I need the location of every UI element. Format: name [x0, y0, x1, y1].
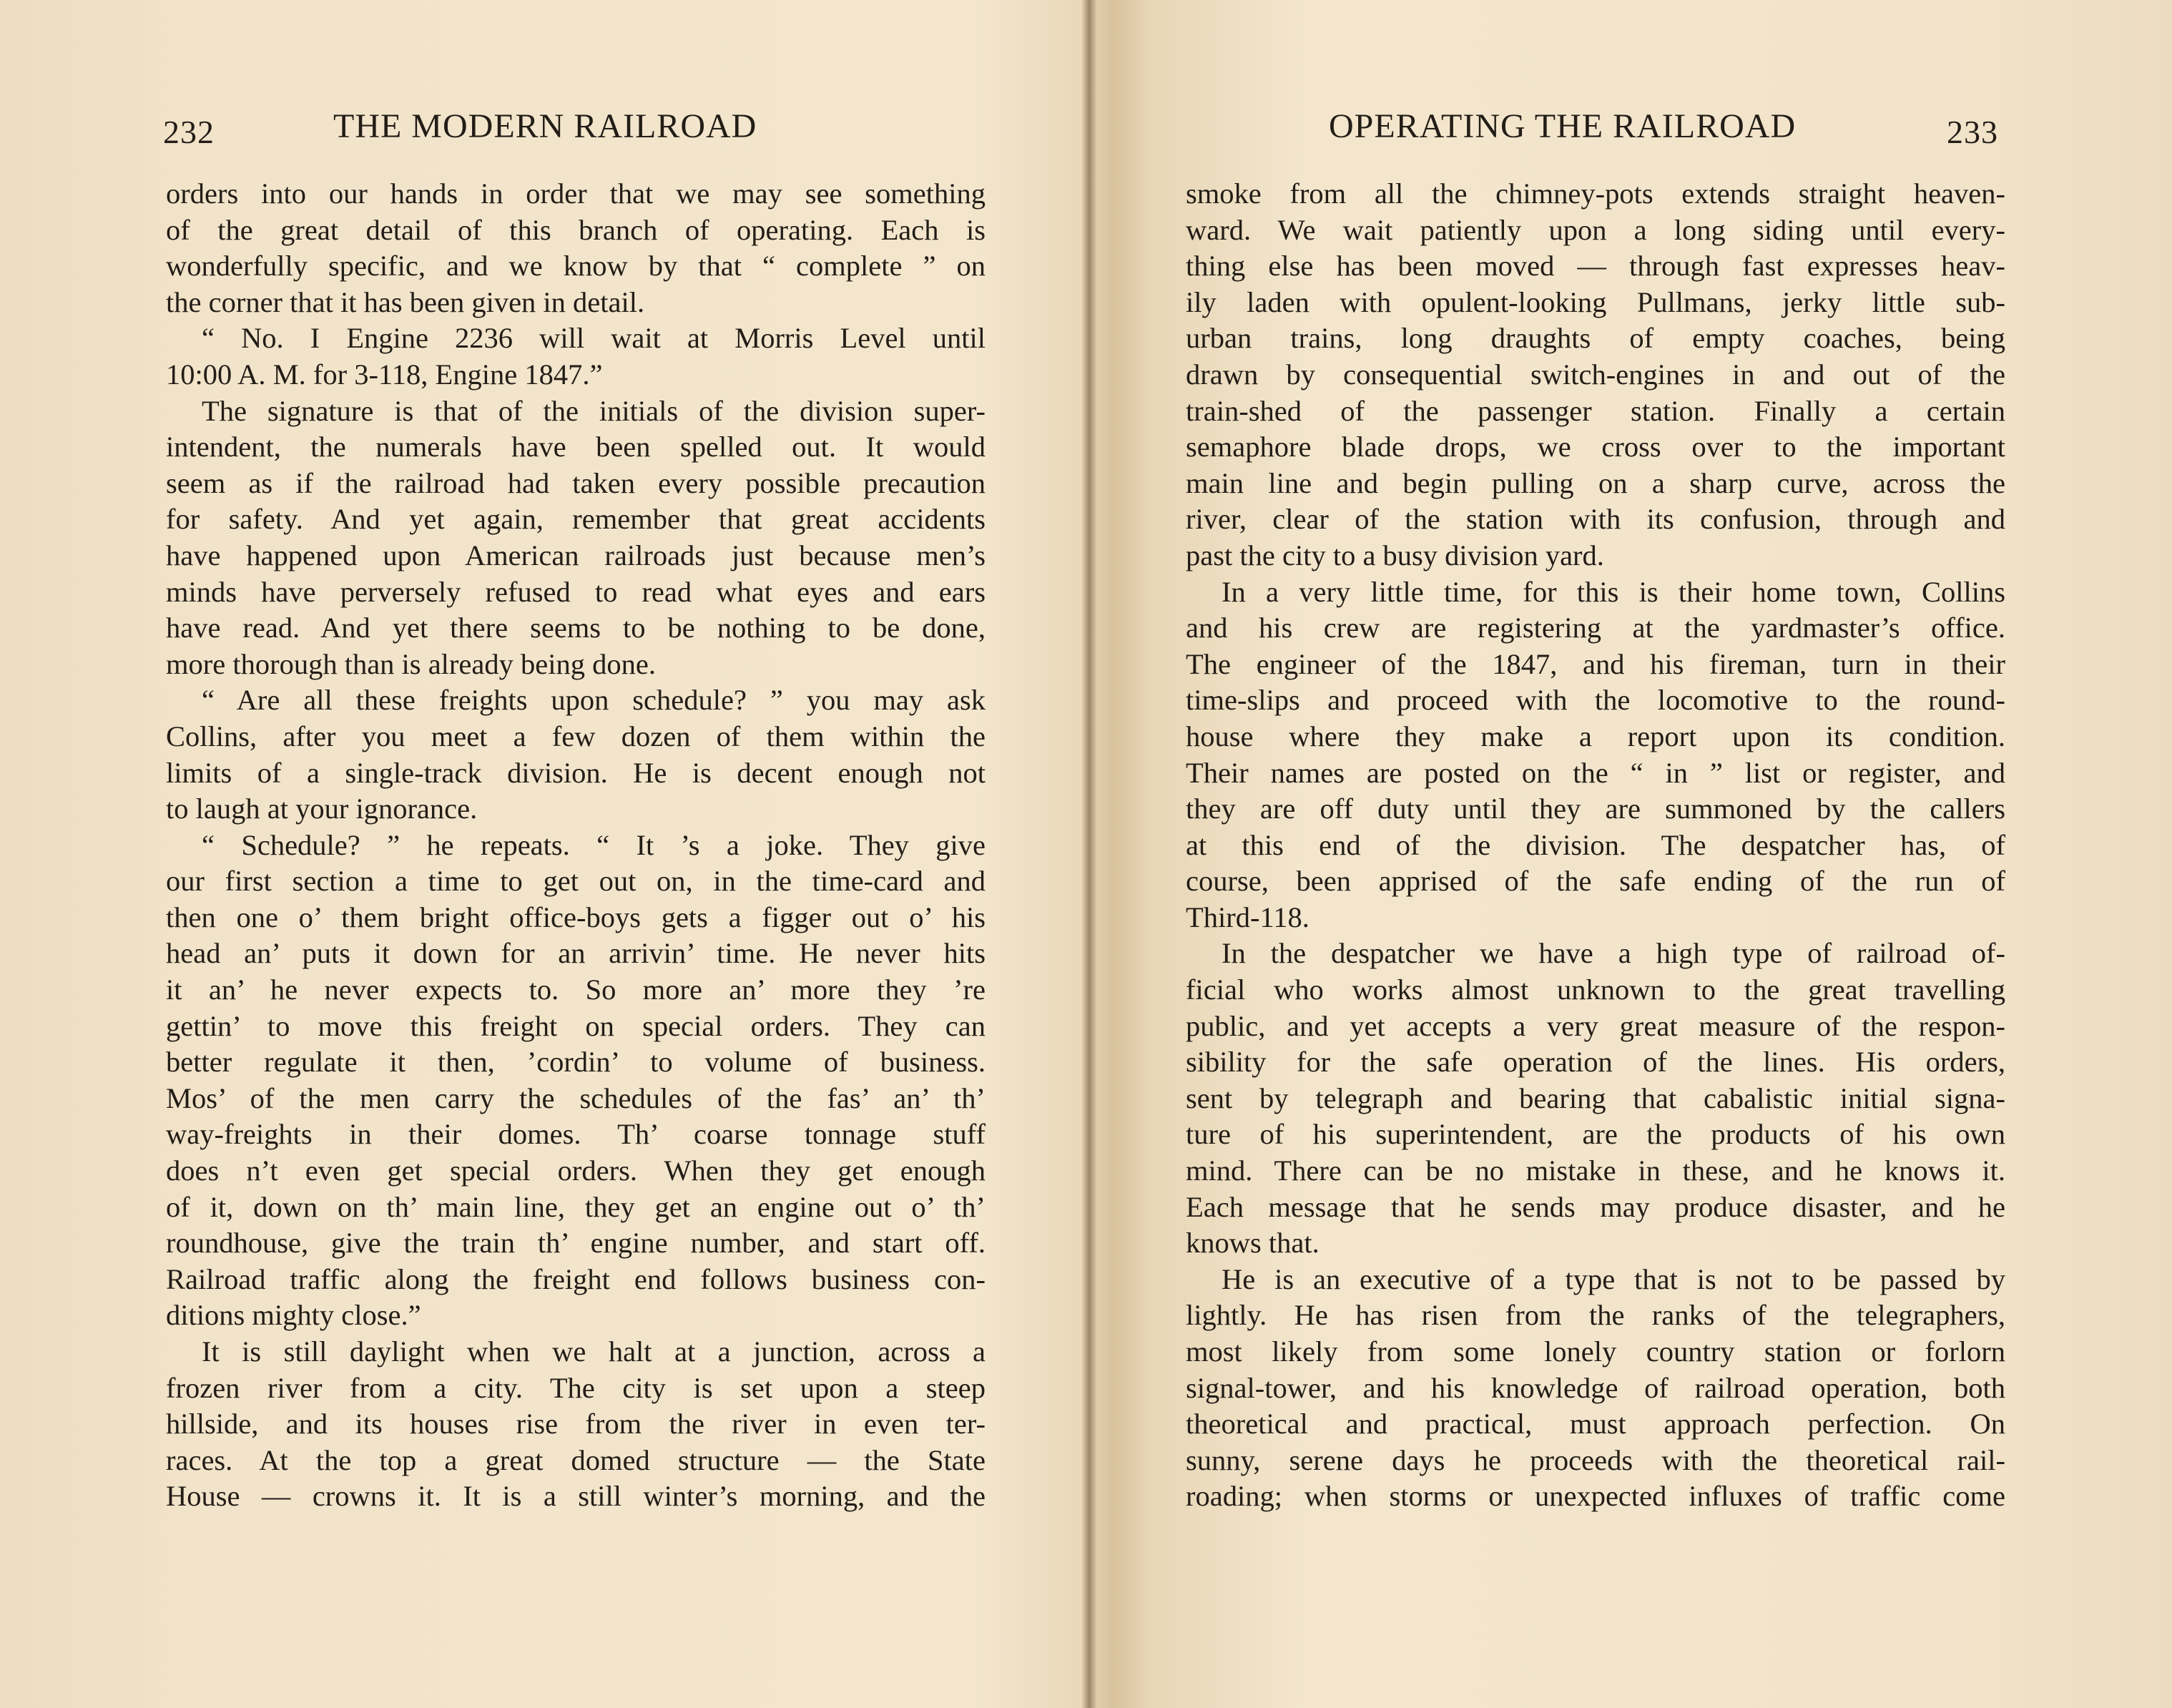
- text-line: 10:00 A. M. for 3-118, Engine 1847.”: [166, 358, 603, 391]
- text-line: to laugh at your ignorance.: [166, 792, 478, 825]
- text-line: It is still daylight when we halt at a junction, across a: [202, 1335, 986, 1368]
- text-line: lightly. He has risen from the ranks of the telegraphers,: [1186, 1299, 2005, 1332]
- text-line: sunny, serene days he proceeds with the theoretical rail-: [1186, 1443, 2005, 1476]
- text-line: theoretical and practical, must approach perfection. On: [1186, 1408, 2005, 1440]
- text-line: for safety. And yet again, remember that great accidents: [166, 503, 986, 536]
- text-line: ditions mighty close.”: [166, 1299, 421, 1332]
- left-page-body: [166, 176, 986, 1515]
- left-running-title: THE MODERN RAILROAD: [333, 107, 757, 145]
- right-page: [1097, 0, 2172, 1708]
- text-line: have happened upon American railroads just because men’s: [166, 539, 986, 571]
- text-line: ily laden with opulent-looking Pullmans, jerky little sub-: [1186, 285, 2005, 318]
- text-line: hillside, and its houses rise from the river in even ter-: [166, 1408, 986, 1440]
- text-line: Third-118.: [1186, 900, 1309, 933]
- text-line: minds have perversely refused to read what eyes and ears: [166, 575, 986, 608]
- text-line: Each message that he sends may produce disaster, and he: [1186, 1190, 2005, 1223]
- text-line: they are off duty until they are summoned by the callers: [1186, 792, 2005, 825]
- text-line: house where they make a report upon its condition.: [1186, 720, 2005, 752]
- text-line: signal-tower, and his knowledge of railroad operation, both: [1186, 1371, 2005, 1404]
- text-line: most likely from some lonely country station or forlorn: [1186, 1335, 2005, 1368]
- text-line: public, and yet accepts a very great measure of the respon-: [1186, 1009, 2005, 1042]
- text-line: river, clear of the station with its confusion, through and: [1186, 503, 2005, 536]
- text-line: it an’ he never expects to. So more an’ more they ’re: [166, 973, 986, 1006]
- text-line: gettin’ to move this freight on special orders. They can: [166, 1009, 986, 1042]
- text-line: then one o’ them bright office-boys gets a figger out o’ his: [166, 900, 986, 933]
- text-line: ficial who works almost unknown to the great travelling: [1186, 973, 2005, 1006]
- text-line: better regulate it then, ’cordin’ to volume of business.: [166, 1046, 986, 1079]
- text-line: In the despatcher we have a high type of railroad of-: [1222, 937, 2005, 970]
- text-line: The engineer of the 1847, and his fireman, turn in their: [1186, 647, 2005, 680]
- text-line: House — crowns it. It is a still winter’s morning, and the: [166, 1480, 986, 1513]
- text-line: limits of a single-track division. He is decent enough not: [166, 756, 986, 789]
- text-line: head an’ puts it down for an arrivin’ time. He never hits: [166, 937, 986, 970]
- text-line: of it, down on th’ main line, they get an engine out o’ th’: [166, 1190, 986, 1223]
- text-line: course, been apprised of the safe ending of the run of: [1186, 865, 2005, 898]
- text-line: our first section a time to get out on, in the time-card and: [166, 865, 986, 898]
- right-page-body: [1186, 176, 2005, 1515]
- text-line: orders into our hands in order that we may see something: [166, 177, 986, 210]
- text-line: Railroad traffic along the freight end follows business con-: [166, 1262, 986, 1295]
- text-line: seem as if the railroad had taken every possible precaution: [166, 466, 986, 499]
- text-line: roundhouse, give the train th’ engine number, and start off.: [166, 1227, 986, 1260]
- text-line: drawn by consequential switch-engines in and out of the: [1186, 358, 2005, 391]
- text-line: “ Are all these freights upon schedule? ” you may ask: [202, 684, 986, 717]
- text-line: races. At the top a great domed structure — the State: [166, 1443, 986, 1476]
- text-line: does n’t even get special orders. When they get enough: [166, 1154, 986, 1187]
- text-line: sibility for the safe operation of the lines. His orders,: [1186, 1046, 2005, 1079]
- left-page-number: 232: [163, 114, 215, 150]
- text-line: past the city to a busy division yard.: [1186, 539, 1604, 571]
- text-line: mind. There can be no mistake in these, and he knows it.: [1186, 1154, 2005, 1187]
- right-page-number: 233: [1947, 114, 1998, 150]
- text-line: sent by telegraph and bearing that cabalistic initial signa-: [1186, 1081, 2005, 1114]
- text-line: at this end of the division. The despatcher has, of: [1186, 828, 2005, 861]
- text-line: frozen river from a city. The city is set upon a steep: [166, 1371, 986, 1404]
- text-line: intendent, the numerals have been spelled out. It would: [166, 431, 986, 463]
- text-line: have read. And yet there seems to be nothing to be done,: [166, 612, 986, 644]
- text-line: The signature is that of the initials of the division super-: [202, 394, 986, 427]
- text-line: and his crew are registering at the yardmaster’s office.: [1186, 612, 2005, 644]
- text-line: semaphore blade drops, we cross over to the important: [1186, 431, 2005, 463]
- text-line: time-slips and proceed with the locomotive to the round-: [1186, 684, 2005, 717]
- text-line: smoke from all the chimney-pots extends straight heaven-: [1186, 177, 2005, 210]
- text-line: wonderfully specific, and we know by that “ complete ” on: [166, 250, 986, 283]
- text-line: Mos’ of the men carry the schedules of the fas’ an’ th’: [166, 1081, 986, 1114]
- book-gutter: [1081, 0, 1097, 1708]
- text-line: way-freights in their domes. Th’ coarse tonnage stuff: [166, 1118, 986, 1151]
- text-line: ture of his superintendent, are the products of his own: [1186, 1118, 2005, 1151]
- text-line: In a very little time, for this is their home town, Collins: [1222, 575, 2005, 608]
- text-line: roading; when storms or unexpected influxes of traffic come: [1186, 1480, 2005, 1513]
- text-line: train-shed of the passenger station. Finally a certain: [1186, 394, 2005, 427]
- text-line: He is an executive of a type that is not to be passed by: [1222, 1262, 2005, 1295]
- text-line: Their names are posted on the “ in ” list or register, and: [1186, 756, 2005, 789]
- text-line: more thorough than is already being done.: [166, 647, 656, 680]
- right-running-title: OPERATING THE RAILROAD: [1329, 107, 1797, 145]
- text-line: the corner that it has been given in detail.: [166, 285, 645, 318]
- text-line: Collins, after you meet a few dozen of them within the: [166, 720, 986, 752]
- left-page: [0, 0, 1081, 1708]
- text-line: urban trains, long draughts of empty coaches, being: [1186, 322, 2005, 355]
- text-line: “ Schedule? ” he repeats. “ It ’s a joke. They give: [202, 828, 986, 861]
- text-line: of the great detail of this branch of operating. Each is: [166, 213, 986, 246]
- text-line: thing else has been moved — through fast expresses heav-: [1186, 250, 2005, 283]
- text-line: ward. We wait patiently upon a long siding until every-: [1186, 213, 2005, 246]
- text-line: “ No. I Engine 2236 will wait at Morris Level until: [202, 322, 986, 355]
- text-line: knows that.: [1186, 1227, 1320, 1260]
- text-line: main line and begin pulling on a sharp curve, across the: [1186, 466, 2005, 499]
